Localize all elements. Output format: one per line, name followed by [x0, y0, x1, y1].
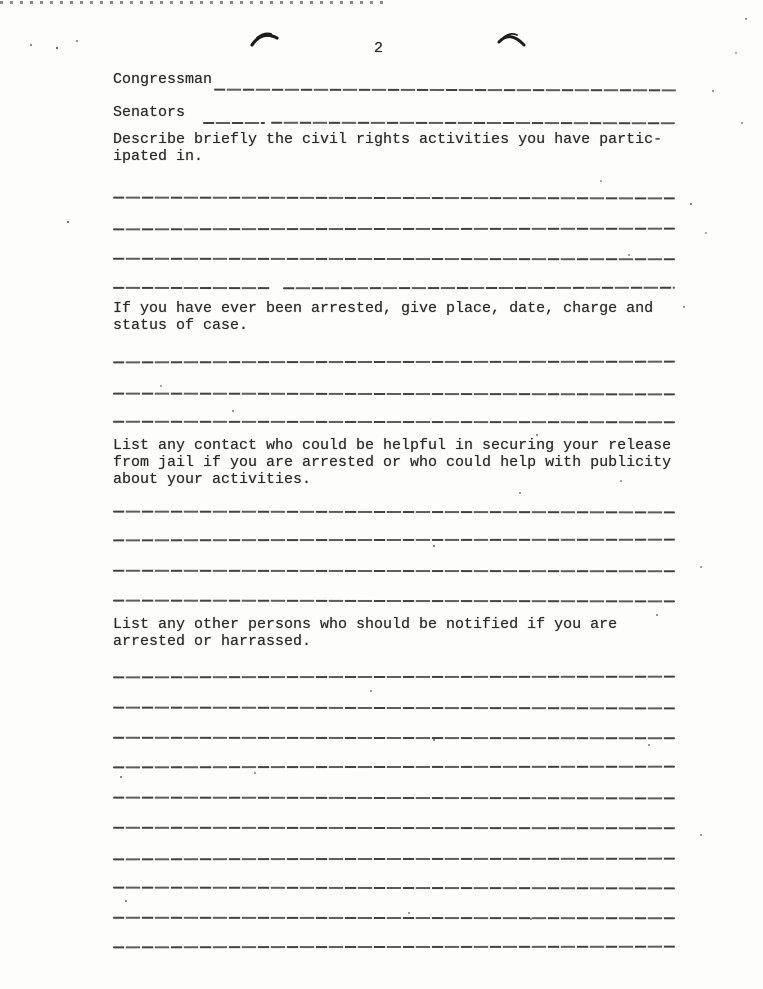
answer-blank-line [113, 228, 675, 231]
pen-arc-mark-left-icon [249, 30, 281, 48]
answer-blank-line [113, 361, 675, 364]
congressman-label: Congressman [113, 71, 213, 88]
answer-blank-line [113, 797, 675, 800]
question-line: arrested or harrassed. [113, 633, 312, 650]
question-line: about your activities. [113, 471, 312, 488]
answer-blank-line [113, 737, 675, 739]
senators-blank-line-2 [271, 122, 675, 125]
answer-blank-line [113, 676, 675, 679]
question-line: If you have ever been arrested, give place, date, charge and [113, 300, 654, 317]
answer-blank-line [113, 511, 675, 514]
answer-blank-line [113, 946, 675, 949]
answer-blank-line [113, 570, 675, 572]
question-line: ipated in. [113, 148, 204, 165]
question-arrest-record [113, 300, 653, 334]
answer-blank-line [283, 287, 675, 289]
senators-blank-line-1 [203, 122, 265, 124]
question-line: List any contact who could be helpful in securing your release [113, 437, 672, 454]
answer-blank-line [113, 766, 675, 769]
answer-blank-line [113, 827, 675, 829]
question-line: List any other persons who should be notified if you are [113, 616, 618, 633]
answer-blank-line [113, 600, 675, 603]
answer-blank-line [113, 393, 675, 396]
answer-blank-line [113, 858, 675, 861]
answer-blank-line [113, 539, 675, 542]
answer-blank-line [113, 287, 270, 289]
pen-arc-mark-right-icon [497, 32, 527, 49]
question-line: from jail if you are arrested or who could help with publicity [113, 454, 672, 471]
answer-blank-line [113, 197, 675, 200]
top-edge-dotted-border [0, 1, 388, 4]
answer-blank-line [113, 421, 675, 423]
senators-label: Senators [113, 104, 186, 121]
answer-blank-line [113, 258, 675, 260]
answer-blank-line [113, 917, 675, 919]
question-line: status of case. [113, 317, 249, 334]
answer-blank-line [113, 887, 675, 890]
question-persons-to-notify [113, 616, 617, 650]
question-helpful-contact [113, 437, 671, 488]
scan-noise-specks [0, 0, 2, 2]
page-number: 2 [374, 40, 384, 57]
question-line: Describe briefly the civil rights activities you have partic- [113, 131, 663, 148]
congressman-blank-line [214, 89, 676, 92]
question-civil-rights-activities [113, 131, 662, 165]
answer-blank-line [113, 707, 675, 710]
